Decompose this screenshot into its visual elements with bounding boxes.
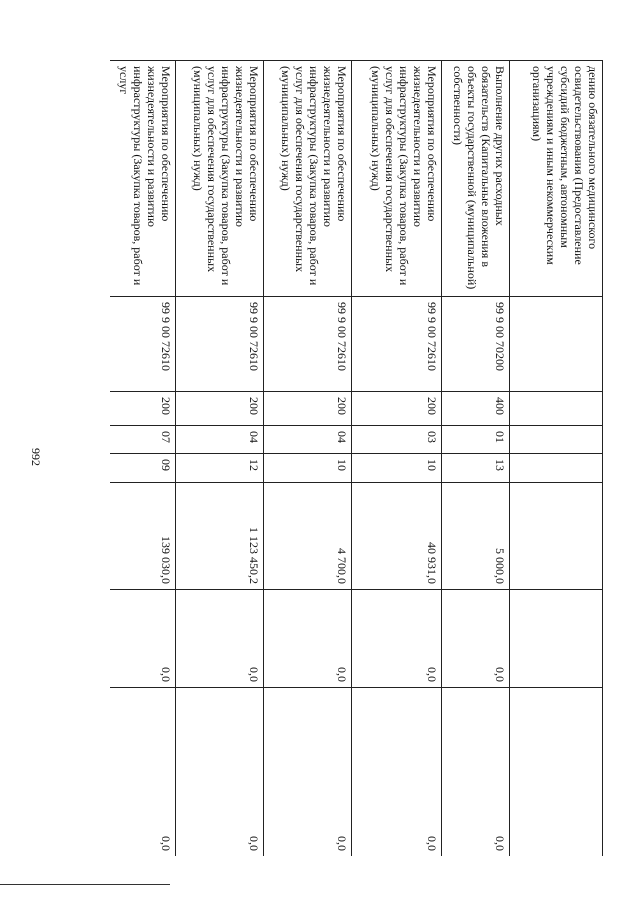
amount-year-3 [510, 688, 603, 857]
table-row [510, 61, 603, 857]
target-article-code [510, 297, 603, 392]
table-row [176, 61, 264, 857]
row-description: Выполнение других расходных обязательств (Капитальные вложения в объекты государственной (муниципальной) собственности) [442, 61, 510, 297]
target-article-code: 99 9 00 72610 [110, 297, 176, 392]
subsection-code: 10 [264, 454, 352, 483]
section-code: 04 [176, 426, 264, 454]
amount-year-1 [510, 483, 603, 590]
section-code [510, 426, 603, 454]
amount-year-3: 0,0 [110, 688, 176, 857]
amount-year-1: 139 030,0 [110, 483, 176, 590]
section-code: 04 [264, 426, 352, 454]
row-description: Мероприятия по обеспечению жизнедеятельности и развитию инфраструктуры (Закупка товаров, работ и услуг для обеспечения государственных (муниципальных) нужд) [264, 61, 352, 297]
amount-year-2: 0,0 [264, 590, 352, 688]
row-description: Мероприятия по обеспечению жизнедеятельности и развитию инфраструктуры (Закупка товаров, работ и услуг [110, 61, 176, 297]
subsection-code: 10 [352, 454, 442, 483]
amount-year-1: 40 931,0 [352, 483, 442, 590]
amount-year-2: 0,0 [352, 590, 442, 688]
table-row [110, 61, 176, 857]
amount-year-1: 4 700,0 [264, 483, 352, 590]
amount-year-1: 1 123 450,2 [176, 483, 264, 590]
expense-type-code: 200 [110, 392, 176, 426]
rotated-table-container [110, 60, 603, 856]
expense-type-code: 400 [442, 392, 510, 426]
target-article-code: 99 9 00 72610 [264, 297, 352, 392]
amount-year-3: 0,0 [264, 688, 352, 857]
amount-year-2: 0,0 [442, 590, 510, 688]
budget-table [110, 60, 603, 856]
subsection-code: 12 [176, 454, 264, 483]
amount-year-1: 5 000,0 [442, 483, 510, 590]
expense-type-code [510, 392, 603, 426]
amount-year-3: 0,0 [176, 688, 264, 857]
amount-year-2 [510, 590, 603, 688]
row-description: Мероприятия по обеспечению жизнедеятельности и развитию инфраструктуры (Закупка товаров, работ и услуг для обеспечения государственных (муниципальных) нужд) [352, 61, 442, 297]
row-description: дению обязательного медицинского освидетельствования (Предоставление субсидий бюджетным, автономным учреждениям и иным некоммерческим организациям) [510, 61, 603, 297]
section-code: 03 [352, 426, 442, 454]
table-row [264, 61, 352, 857]
section-code: 01 [442, 426, 510, 454]
table-row [442, 61, 510, 857]
subsection-code: 13 [442, 454, 510, 483]
amount-year-2: 0,0 [110, 590, 176, 688]
subsection-code [510, 454, 603, 483]
amount-year-3: 0,0 [442, 688, 510, 857]
page-number: 992 [29, 448, 43, 466]
section-code: 07 [110, 426, 176, 454]
amount-year-2: 0,0 [176, 590, 264, 688]
table-row [352, 61, 442, 857]
budget-table-wrapper [110, 60, 603, 856]
expense-type-code: 200 [264, 392, 352, 426]
target-article-code: 99 9 00 70200 [442, 297, 510, 392]
subsection-code: 09 [110, 454, 176, 483]
amount-year-3: 0,0 [352, 688, 442, 857]
footnote-divider [0, 884, 170, 885]
expense-type-code: 200 [352, 392, 442, 426]
row-description: Мероприятия по обеспечению жизнедеятельности и развитию инфраструктуры (Закупка товаров, работ и услуг для обеспечения государственных (муниципальных) нужд) [176, 61, 264, 297]
target-article-code: 99 9 00 72610 [176, 297, 264, 392]
target-article-code: 99 9 00 72610 [352, 297, 442, 392]
expense-type-code: 200 [176, 392, 264, 426]
